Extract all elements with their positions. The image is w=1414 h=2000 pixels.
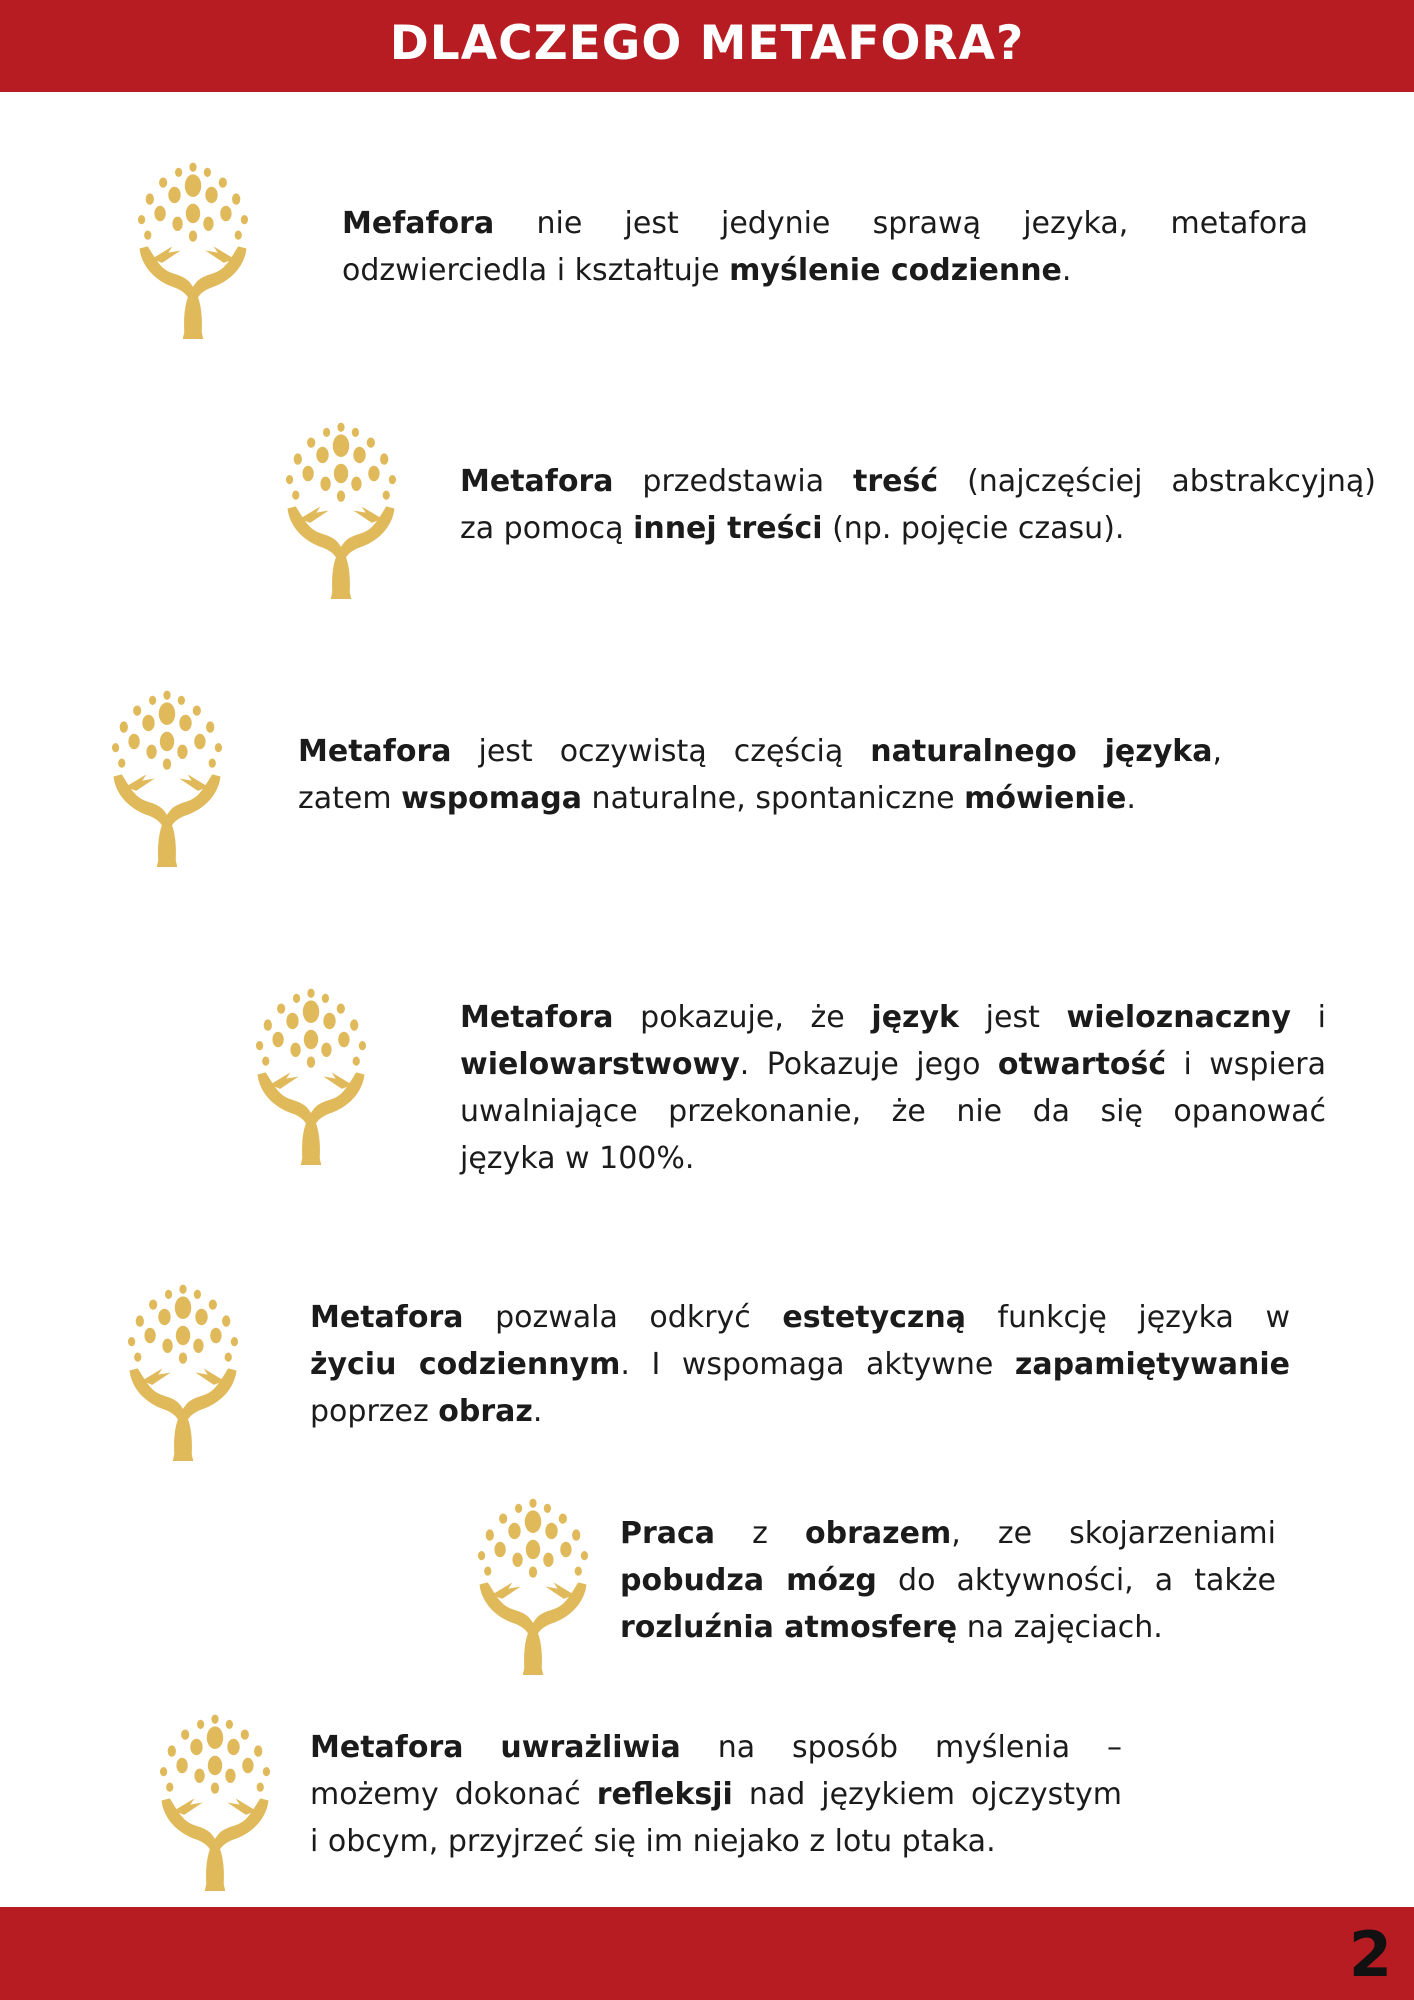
text-line: odzwierciedla i kształtuje myślenie codzienne.: [342, 253, 1072, 288]
text-line: Metafora przedstawia treść (najczęściej abstrakcyjną): [460, 464, 1376, 499]
page-title: DLACZEGO METAFORA?: [389, 16, 1025, 71]
text-line: i obcym, przyjrzeć się im niejako z lotu ptaka.: [310, 1824, 996, 1859]
item-text: [342, 200, 1308, 294]
item-text: [298, 728, 1222, 822]
tree-hands-icon: [118, 160, 268, 340]
text-line: życiu codziennym. I wspomaga aktywne zapamiętywanie: [310, 1347, 1291, 1382]
text-line: Metafora pokazuje, że język jest wieloznaczny i: [460, 1000, 1326, 1035]
text-line: uwalniające przekonanie, że nie da się opanować: [460, 1094, 1326, 1129]
footer-bar: [0, 1907, 1414, 2000]
text-line: Mefafora nie jest jedynie sprawą jezyka, metafora: [342, 206, 1308, 241]
text-line: rozluźnia atmosferę na zajęciach.: [620, 1610, 1163, 1645]
item-text: [310, 1724, 1122, 1865]
text-line: języka w 100%.: [460, 1141, 695, 1176]
tree-hands-icon: [458, 1496, 608, 1676]
text-line: możemy dokonać refleksji nad językiem ojczystym: [310, 1777, 1123, 1812]
item-text: [460, 994, 1326, 1182]
tree-hands-icon: [236, 986, 386, 1166]
text-line: pobudza mózg do aktywności, a także: [620, 1563, 1276, 1598]
tree-hands-icon: [266, 420, 416, 600]
item-text: [310, 1294, 1290, 1435]
text-line: zatem wspomaga naturalne, spontaniczne mówienie.: [298, 781, 1136, 816]
text-line: Metafora uwrażliwia na sposób myślenia –: [310, 1730, 1122, 1765]
text-line: Praca z obrazem, ze skojarzeniami: [620, 1516, 1276, 1551]
tree-hands-icon: [92, 688, 242, 868]
tree-hands-icon: [140, 1712, 290, 1892]
page-number: 2: [1348, 1918, 1392, 1991]
item-text: [460, 458, 1376, 552]
text-line: za pomocą innej treści (np. pojęcie czasu).: [460, 511, 1125, 546]
tree-hands-icon: [108, 1282, 258, 1462]
text-line: Metafora pozwala odkryć estetyczną funkcję języka w: [310, 1300, 1290, 1335]
item-text: [620, 1510, 1276, 1651]
text-line: wielowarstwowy. Pokazuje jego otwartość i wspiera: [460, 1047, 1326, 1082]
text-line: Metafora jest oczywistą częścią naturalnego języka,: [298, 734, 1223, 769]
text-line: poprzez obraz.: [310, 1394, 543, 1429]
